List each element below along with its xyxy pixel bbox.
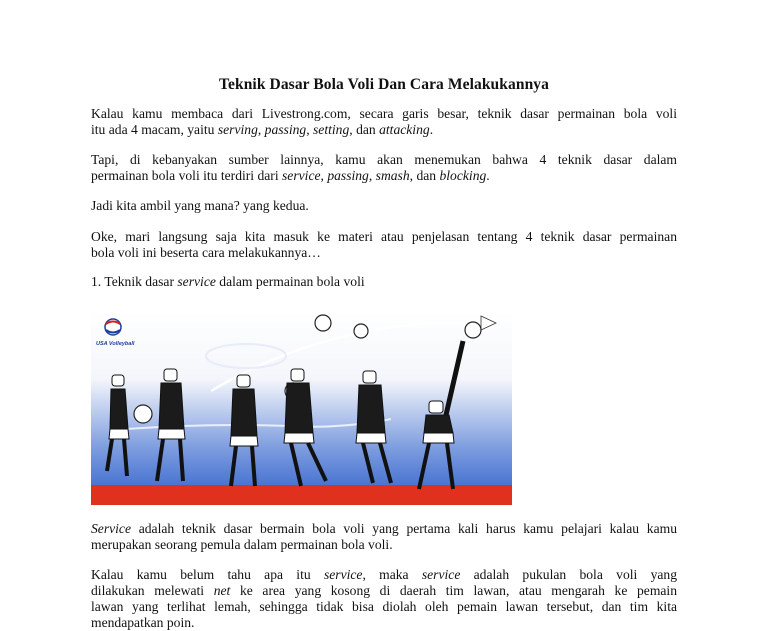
- paragraph-1: [91, 106, 677, 138]
- paragraph-2-line-2: permainan bola voli itu terdiri dari service, passing, smash, dan blocking.: [91, 168, 490, 183]
- paragraph-6-line-1: Kalau kamu belum tahu apa itu service, maka service adalah pukulan bola voli yang: [91, 567, 678, 582]
- serve-illustration: [91, 311, 512, 505]
- section-heading-service: 1. Teknik dasar service dalam permainan bola voli: [91, 274, 365, 289]
- paragraph-6-line-3: lawan yang terlihat lemah, sehingga tidak bisa diolah oleh pemain lawan tersebut, dan tim kita: [91, 599, 677, 614]
- paragraph-1-line-1: Kalau kamu membaca dari Livestrong.com, secara garis besar, teknik dasar permainan bola voli: [91, 106, 677, 121]
- paragraph-3-line-1: Jadi kita ambil yang mana? yang kedua.: [91, 198, 309, 213]
- serve-illustration-svg: [91, 311, 512, 505]
- paragraph-5-line-1: Service adalah teknik dasar bermain bola voli yang pertama kali harus kamu pelajari kalau kamu: [91, 521, 677, 536]
- paragraph-6: [91, 567, 677, 631]
- paragraph-4: [91, 229, 677, 261]
- document-title: Teknik Dasar Bola Voli Dan Cara Melakukannya: [219, 76, 549, 93]
- paragraph-5: [91, 521, 677, 553]
- paragraph-4-line-2: bola voli ini beserta cara melakukannya…: [91, 245, 321, 260]
- paragraph-2: [91, 152, 677, 184]
- court-floor: [91, 485, 512, 505]
- paragraph-2-line-1: Tapi, di kebanyakan sumber lainnya, kamu akan menemukan bahwa 4 teknik dasar dalam: [91, 152, 677, 167]
- svg-text:USA Volleyball: USA Volleyball: [96, 341, 135, 347]
- paragraph-5-line-2: merupakan seorang pemula dalam permainan bola voli.: [91, 537, 393, 552]
- paragraph-3: [91, 198, 677, 214]
- paragraph-6-line-2: dilakukan melewati net ke area yang kosong di daerah tim lawan, atau mengarah ke pemain: [91, 583, 677, 598]
- paragraph-6-line-4: mendapatkan poin.: [91, 615, 195, 630]
- paragraph-4-line-1: Oke, mari langsung saja kita masuk ke materi atau penjelasan tentang 4 teknik dasar permainan: [91, 229, 677, 244]
- paragraph-1-line-2: itu ada 4 macam, yaitu serving, passing, setting, dan attacking.: [91, 122, 434, 137]
